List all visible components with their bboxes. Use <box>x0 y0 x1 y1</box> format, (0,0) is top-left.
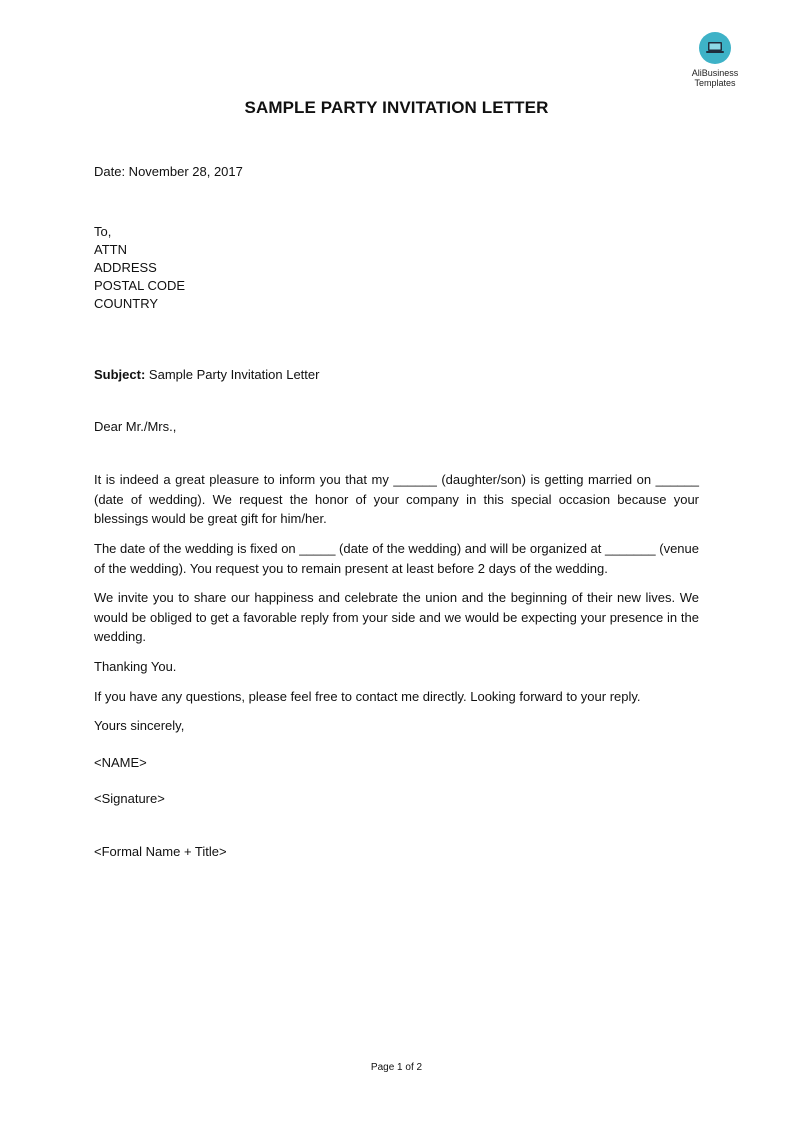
body-paragraph: We invite you to share our happiness and celebrate the union and the beginning of their new lives. We would be obliged to get a favorable reply from your side and we would be expecting your presence in the wedding. <box>94 590 699 644</box>
recipient-line: ATTN <box>94 242 127 257</box>
thanks-line: Thanking You. <box>94 659 177 674</box>
subject-line <box>94 366 319 384</box>
questions-line: If you have any questions, please feel free to contact me directly. Looking forward to your reply. <box>94 689 641 704</box>
subject-label: Subject: <box>94 367 146 382</box>
letter-date: Date: November 28, 2017 <box>94 164 243 179</box>
body-paragraph: It is indeed a great pleasure to inform you that my ______ (daughter/son) is getting married on ______ (date of wedding). We request the honor of your company in this special occasion because your blessings would be great gift for him/her. <box>94 472 699 526</box>
body-paragraph: The date of the wedding is fixed on _____ (date of the wedding) and will be organized at _______ (venue of the wedding). You request you to remain present at least before 2 days of the wedding. <box>94 541 699 576</box>
laptop-icon <box>699 32 731 64</box>
sender-formal-name: <Formal Name + Title> <box>94 844 227 859</box>
page-title: SAMPLE PARTY INVITATION LETTER <box>244 98 549 117</box>
recipient-line: ADDRESS <box>94 260 157 275</box>
recipient-line: COUNTRY <box>94 296 159 311</box>
sender-signature: <Signature> <box>94 791 165 806</box>
salutation: Dear Mr./Mrs., <box>94 419 177 434</box>
brand-logo <box>683 32 747 88</box>
logo-line-1: AliBusiness <box>691 68 739 78</box>
logo-line-2: Templates <box>694 78 736 88</box>
closing-line: Yours sincerely, <box>94 718 185 733</box>
recipient-line: POSTAL CODE <box>94 278 186 293</box>
page-number: Page 1 of 2 <box>370 1062 423 1073</box>
subject-text: Sample Party Invitation Letter <box>148 367 320 382</box>
recipient-line: To, <box>94 224 112 239</box>
sender-name: <NAME> <box>94 755 147 770</box>
